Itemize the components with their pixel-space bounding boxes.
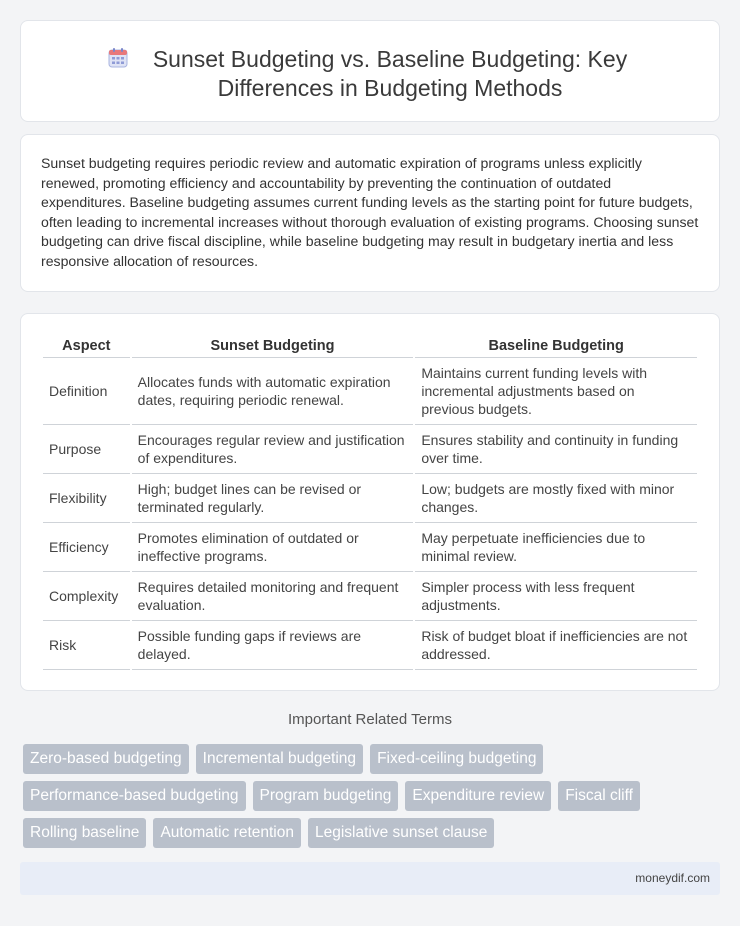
table-row [43,425,697,474]
table-row [43,358,697,425]
row-sunset: Promotes elimination of outdated or ineffective programs. [132,523,414,572]
row-sunset: Encourages regular review and justification of expenditures. [132,425,414,474]
footer [20,862,720,895]
row-aspect: Definition [43,358,130,425]
table-row [43,572,697,621]
row-aspect: Purpose [43,425,130,474]
tag-program-budgeting[interactable]: Program budgeting [253,781,399,811]
row-baseline: Simpler process with less frequent adjustments. [415,572,697,621]
tag-fixed-ceiling-budgeting[interactable]: Fixed-ceiling budgeting [370,744,543,774]
tag-automatic-retention[interactable]: Automatic retention [153,818,301,848]
row-aspect: Complexity [43,572,130,621]
table-row [43,474,697,523]
title-card [20,20,720,122]
row-baseline: Ensures stability and continuity in funding over time. [415,425,697,474]
table-header-row [43,333,697,358]
related-terms [23,744,723,855]
footer-site-link[interactable]: moneydif.com [635,871,710,885]
comparison-table [41,333,699,670]
tag-fiscal-cliff[interactable]: Fiscal cliff [558,781,640,811]
row-sunset: High; budget lines can be revised or terminated regularly. [132,474,414,523]
row-baseline: Maintains current funding levels with incremental adjustments based on previous budgets. [415,358,697,425]
header-sunset: Sunset Budgeting [132,333,414,358]
intro-card [20,134,720,292]
related-terms-title: Important Related Terms [288,711,452,728]
table-row [43,523,697,572]
tag-rolling-baseline[interactable]: Rolling baseline [23,818,146,848]
tag-legislative-sunset-clause[interactable]: Legislative sunset clause [308,818,494,848]
row-aspect: Efficiency [43,523,130,572]
row-sunset: Requires detailed monitoring and frequent evaluation. [132,572,414,621]
comparison-card [20,313,720,691]
row-aspect: Risk [43,621,130,670]
page-title: Sunset Budgeting vs. Baseline Budgeting: Key Differences in Budgeting Methods [152,46,628,101]
row-baseline: May perpetuate inefficiencies due to minimal review. [415,523,697,572]
row-aspect: Flexibility [43,474,130,523]
row-baseline: Risk of budget bloat if inefficiencies are not addressed. [415,621,697,670]
table-row [43,621,697,670]
tag-expenditure-review[interactable]: Expenditure review [405,781,551,811]
tag-row [23,744,723,774]
tag-performance-based-budgeting[interactable]: Performance-based budgeting [23,781,246,811]
row-sunset: Allocates funds with automatic expiration dates, requiring periodic renewal. [132,358,414,425]
header-aspect: Aspect [43,333,130,358]
row-sunset: Possible funding gaps if reviews are delayed. [132,621,414,670]
row-baseline: Low; budgets are mostly fixed with minor changes. [415,474,697,523]
tag-row [23,818,723,848]
tag-row [23,781,723,811]
tag-zero-based-budgeting[interactable]: Zero-based budgeting [23,744,189,774]
intro-paragraph: Sunset budgeting requires periodic review and automatic expiration of programs unless explicitly renewed, promoting efficiency and accountability by preventing the continuation of outdated expenditures. Baseline budgeting assumes current funding levels as the starting point for future budgets, often leading to incremental increases without thorough evaluation of existing programs. Choosing sunset budgeting can drive fiscal discipline, while baseline budgeting may result in budgetary inertia and less responsive allocation of resources. [41,155,699,269]
tag-incremental-budgeting[interactable]: Incremental budgeting [196,744,363,774]
header-baseline: Baseline Budgeting [415,333,697,358]
